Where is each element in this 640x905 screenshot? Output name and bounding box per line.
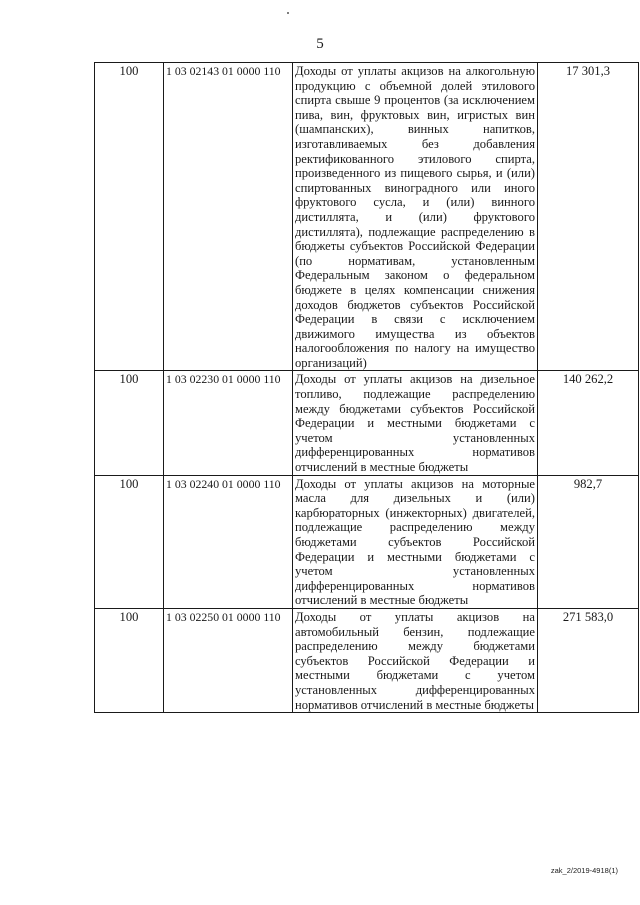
- budget-classification-code-cell: 1 03 02250 01 0000 110: [164, 608, 293, 712]
- revenue-description-cell: Доходы от уплаты акцизов на моторные масла для дизельных и (или) карбюраторных (инжекторных) двигателей, подлежащие распределению между бюджетами субъектов Российской Федерации и местными бюджетами с учетом установленных дифференцированных нормативов отчислений в местные бюджеты: [293, 475, 538, 608]
- budget-classification-code-cell: 1 03 02143 01 0000 110: [164, 63, 293, 371]
- table-row: [95, 63, 639, 371]
- admin-code-cell: 100: [95, 608, 164, 712]
- revenue-description-cell: Доходы от уплаты акцизов на дизельное топливо, подлежащие распределению между бюджетами субъектов Российской Федерации и местными бюджетами с учетом установленных дифференцированных нормативов отчислений в местные бюджеты: [293, 371, 538, 475]
- budget-classification-code-cell: 1 03 02230 01 0000 110: [164, 371, 293, 475]
- amount-cell: 982,7: [538, 475, 639, 608]
- admin-code-cell: 100: [95, 63, 164, 371]
- amount-cell: 140 262,2: [538, 371, 639, 475]
- revenue-description-cell: Доходы от уплаты акцизов на автомобильный бензин, подлежащие распределению между бюджетами субъектов Российской Федерации и местными бюджетами с учетом установленных дифференцированных нормативов отчислений в местные бюджеты: [293, 608, 538, 712]
- document-reference: zak_2/2019-4918(1): [550, 866, 618, 875]
- amount-cell: 271 583,0: [538, 608, 639, 712]
- amount-cell: 17 301,3: [538, 63, 639, 371]
- scan-speck: [287, 12, 289, 14]
- revenue-table: [94, 62, 639, 713]
- admin-code-cell: 100: [95, 371, 164, 475]
- table-row: [95, 475, 639, 608]
- table-row: [95, 608, 639, 712]
- page-number: 5: [316, 36, 324, 52]
- revenue-description-cell: Доходы от уплаты акцизов на алкогольную продукцию с объемной долей этилового спирта свыше 9 процентов (за исключением пива, вин, фруктовых вин, игристых вин (шампанских), винных напитков, изготавливаемых без добавления ректификованного этилового спирта, произведенного из пищевого сырья, и (или) спиртованных виноградного или иного фруктового сусла, и (или) винного дистиллята, и (или) фруктового дистиллята), подлежащие распределению в бюджеты субъектов Российской Федерации (по нормативам, установленным Федеральным законом о федеральном бюджете в целях компенсации снижения доходов бюджетов субъектов Российской Федерации в связи с исключением движимого имущества из объектов налогообложения по налогу на имущество организаций): [293, 63, 538, 371]
- budget-classification-code-cell: 1 03 02240 01 0000 110: [164, 475, 293, 608]
- admin-code-cell: 100: [95, 475, 164, 608]
- table-row: [95, 371, 639, 475]
